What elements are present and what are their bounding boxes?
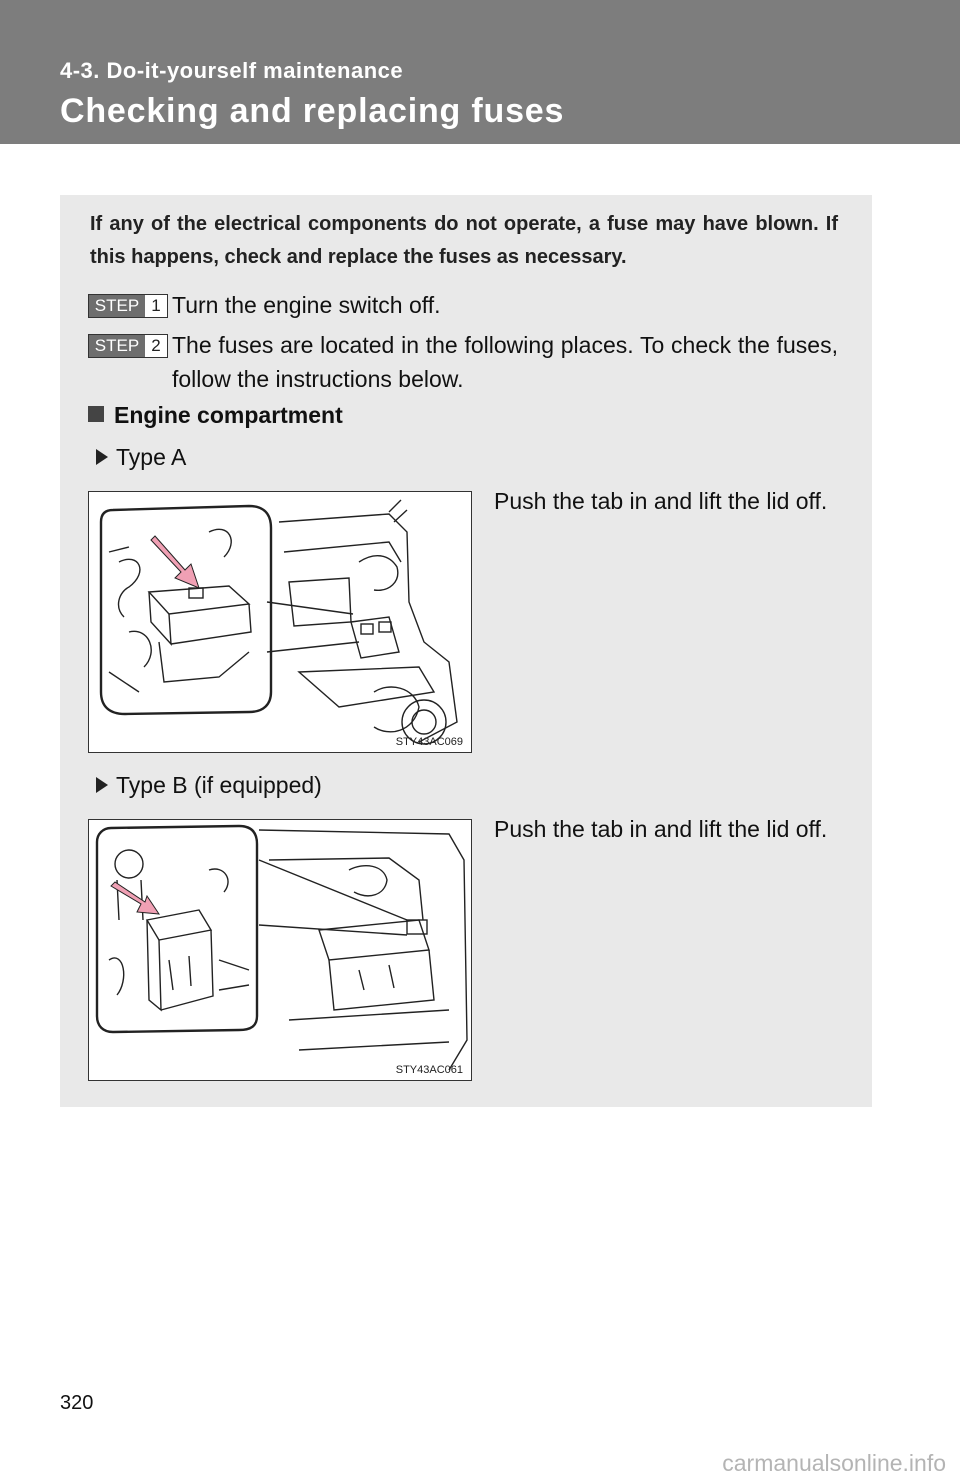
arrow-icon <box>151 536 199 588</box>
step-1-text: Turn the engine switch off. <box>172 292 441 318</box>
page-number: 320 <box>60 1392 94 1414</box>
triangle-bullet-icon <box>96 777 108 793</box>
engine-illustration-b <box>89 820 473 1082</box>
type-a-label: Type A <box>96 444 186 471</box>
type-b-instruction: Push the tab in and lift the lid off. <box>494 816 828 842</box>
subheading-engine-compartment: Engine compartment <box>88 402 343 429</box>
step-2-text: The fuses are located in the following places. To check the fuses, follow the instructions below. <box>172 332 838 392</box>
type-a-instruction: Push the tab in and lift the lid off. <box>494 488 828 514</box>
page-title: Checking and replacing fuses <box>60 92 565 130</box>
intro-text: If any of the electrical components do not operate, a fuse may have blown. If this happens, check and replace the fuses as necessary. <box>90 213 838 268</box>
engine-illustration-a <box>89 492 473 754</box>
type-b-label: Type B (if equipped) <box>96 772 322 799</box>
watermark: carmanualsonline.info <box>722 1450 946 1476</box>
triangle-bullet-icon <box>96 449 108 465</box>
header-band <box>0 0 960 144</box>
step-1-badge: STEP 1 <box>88 294 168 318</box>
figure-id: STY43AC069 <box>395 736 463 748</box>
square-bullet-icon <box>88 406 104 422</box>
figure-type-b <box>88 819 472 1081</box>
figure-type-a <box>88 491 472 753</box>
step-2-badge: STEP 2 <box>88 334 168 358</box>
section-label: 4-3. Do-it-yourself maintenance <box>60 58 404 83</box>
figure-id: STY43AC061 <box>395 1064 463 1076</box>
